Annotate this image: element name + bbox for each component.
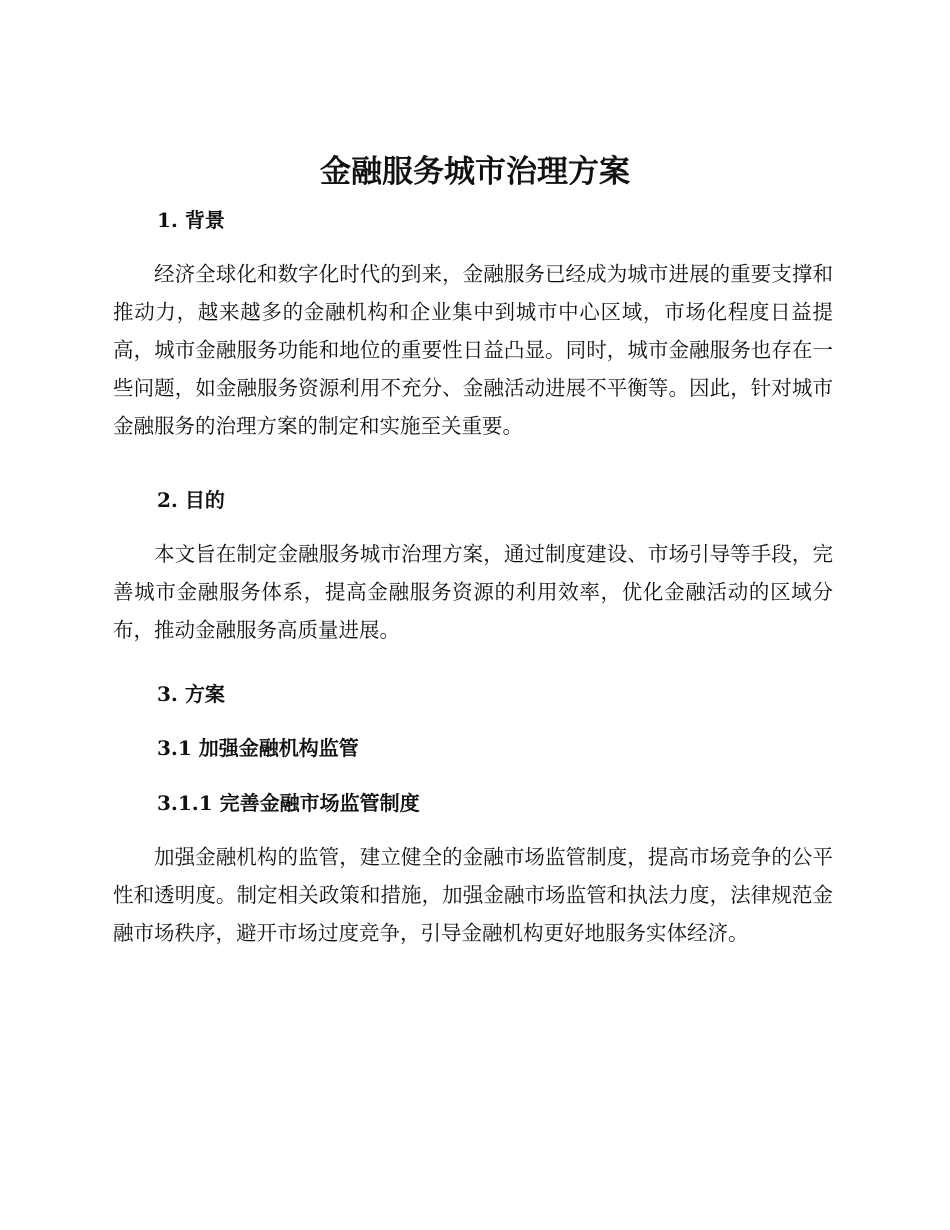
section-heading-background: 1. 背景	[157, 208, 225, 232]
paragraph-background: 经济全球化和数字化时代的到来，金融服务已经成为城市进展的重要支撑和推动力，越来越多的金融机构和企业集中到城市中心区域，市场化程度日益提高，城市金融服务功能和地位的重要性日益凸显。同时，城市金融服务也存在一些问题，如金融服务资源利用不充分、金融活动进展不平衡等。因此，针对城市金融服务的治理方案的制定和实施至关重要。	[113, 262, 833, 438]
subsection-heading-3-1: 3.1 加强金融机构监管	[157, 736, 359, 760]
section-heading-purpose: 2. 目的	[157, 488, 225, 512]
paragraph-purpose: 本文旨在制定金融服务城市治理方案，通过制度建设、市场引导等手段，完善城市金融服务体系，提高金融服务资源的利用效率，优化金融活动的区域分布，推动金融服务高质量进展。	[113, 542, 833, 642]
section-heading-plan: 3. 方案	[157, 682, 225, 706]
document-title: 金融服务城市治理方案	[320, 154, 630, 190]
paragraph-3-1-1: 加强金融机构的监管，建立健全的金融市场监管制度，提高市场竞争的公平性和透明度。制定相关政策和措施，加强金融市场监管和执法力度，法律规范金融市场秩序，避开市场过度竞争，引导金融机构更好地服务实体经济。	[113, 845, 833, 945]
subsection-heading-3-1-1: 3.1.1 完善金融市场监管制度	[157, 791, 420, 815]
